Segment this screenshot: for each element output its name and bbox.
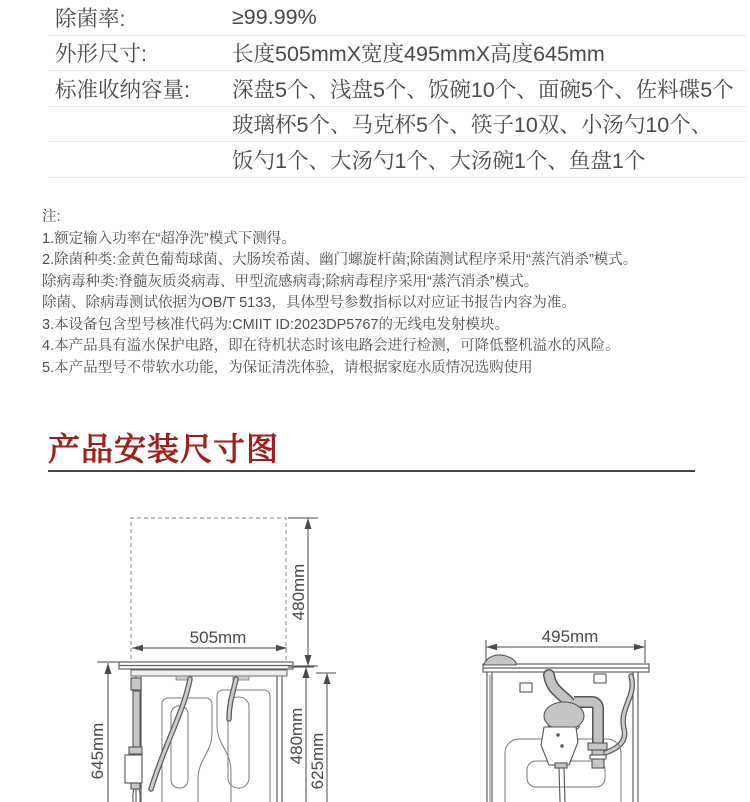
spec-label: 除菌率:	[55, 6, 126, 31]
spec-label: 外形尺寸:	[55, 42, 147, 67]
dim-label-top-clearance: 480mm	[289, 563, 308, 621]
spec-table	[48, 0, 746, 178]
note-line: 2.除菌种类:金黄色葡萄球菌、大肠埃希菌、幽门螺旋杆菌;除菌测试程序采用“蒸汽消杀”模式。	[42, 252, 638, 268]
spec-row	[48, 71, 746, 107]
spec-value: 玻璃杯5个、马克杯5个、筷子10双、小汤勺10个、	[232, 113, 713, 138]
section-title-underline	[48, 470, 695, 472]
front-view	[88, 518, 336, 802]
installation-diagram	[0, 495, 750, 802]
note-line: 除病毒种类:脊髓灰质炎病毒、甲型流感病毒;除病毒程序采用“蒸汽消杀”模式。	[42, 273, 539, 290]
note-line: 4.本产品具有溢水保护电路，即在待机状态时该电路会进行检测，可降低整机溢水的风险。	[42, 338, 620, 354]
spec-row	[48, 36, 746, 72]
side-view	[483, 627, 649, 802]
spec-row	[48, 142, 746, 178]
section-title: 产品安装尺寸图	[48, 431, 280, 467]
dim-label-width-495: 495mm	[541, 627, 599, 646]
inlet-valve-assembly	[125, 678, 142, 802]
front-internal-panels	[162, 690, 270, 802]
spec-row	[48, 107, 746, 143]
spec-label: 标准收纳容量:	[55, 77, 190, 102]
notes-section	[42, 207, 748, 379]
note-line: 3.本设备包含型号核准代码为:CMIIT ID:2023DP5767的无线电发射模块。	[42, 316, 510, 333]
dim-label-width-505: 505mm	[189, 628, 247, 647]
note-line: 5.本产品型号不带软水功能，为保证清洗体验，请根据家庭水质情况选购使用	[42, 359, 533, 376]
spec-row	[48, 0, 746, 36]
drain-pump-assembly	[541, 675, 607, 802]
front-hoses	[151, 679, 236, 789]
front-body-walls	[136, 676, 282, 802]
drain-hose-over-edge	[484, 655, 516, 665]
spec-value: 深盘5个、浅盘5个、饭碗10个、面碗5个、佐料碟5个	[232, 77, 734, 102]
note-line: 除菌、除病毒测试依据为OB/T 5133，具体型号参数指标以对应证书报告内容为准。	[42, 295, 576, 311]
spec-value: 饭勺1个、大汤勺1个、大汤碗1个、鱼盘1个	[232, 148, 646, 173]
spec-value: ≥99.99%	[232, 4, 317, 29]
notes-heading: 注:	[42, 209, 61, 225]
machine-top-frame	[131, 670, 287, 676]
dim-label-height-645: 645mm	[88, 722, 107, 780]
note-line: 1.额定输入功率在“超净洗”模式下测得。	[42, 230, 296, 247]
dim-label-right-480: 480mm	[287, 707, 306, 765]
spec-value: 长度505mmX宽度495mmX高度645mm	[232, 42, 605, 67]
dim-label-right-625: 625mm	[308, 732, 327, 790]
